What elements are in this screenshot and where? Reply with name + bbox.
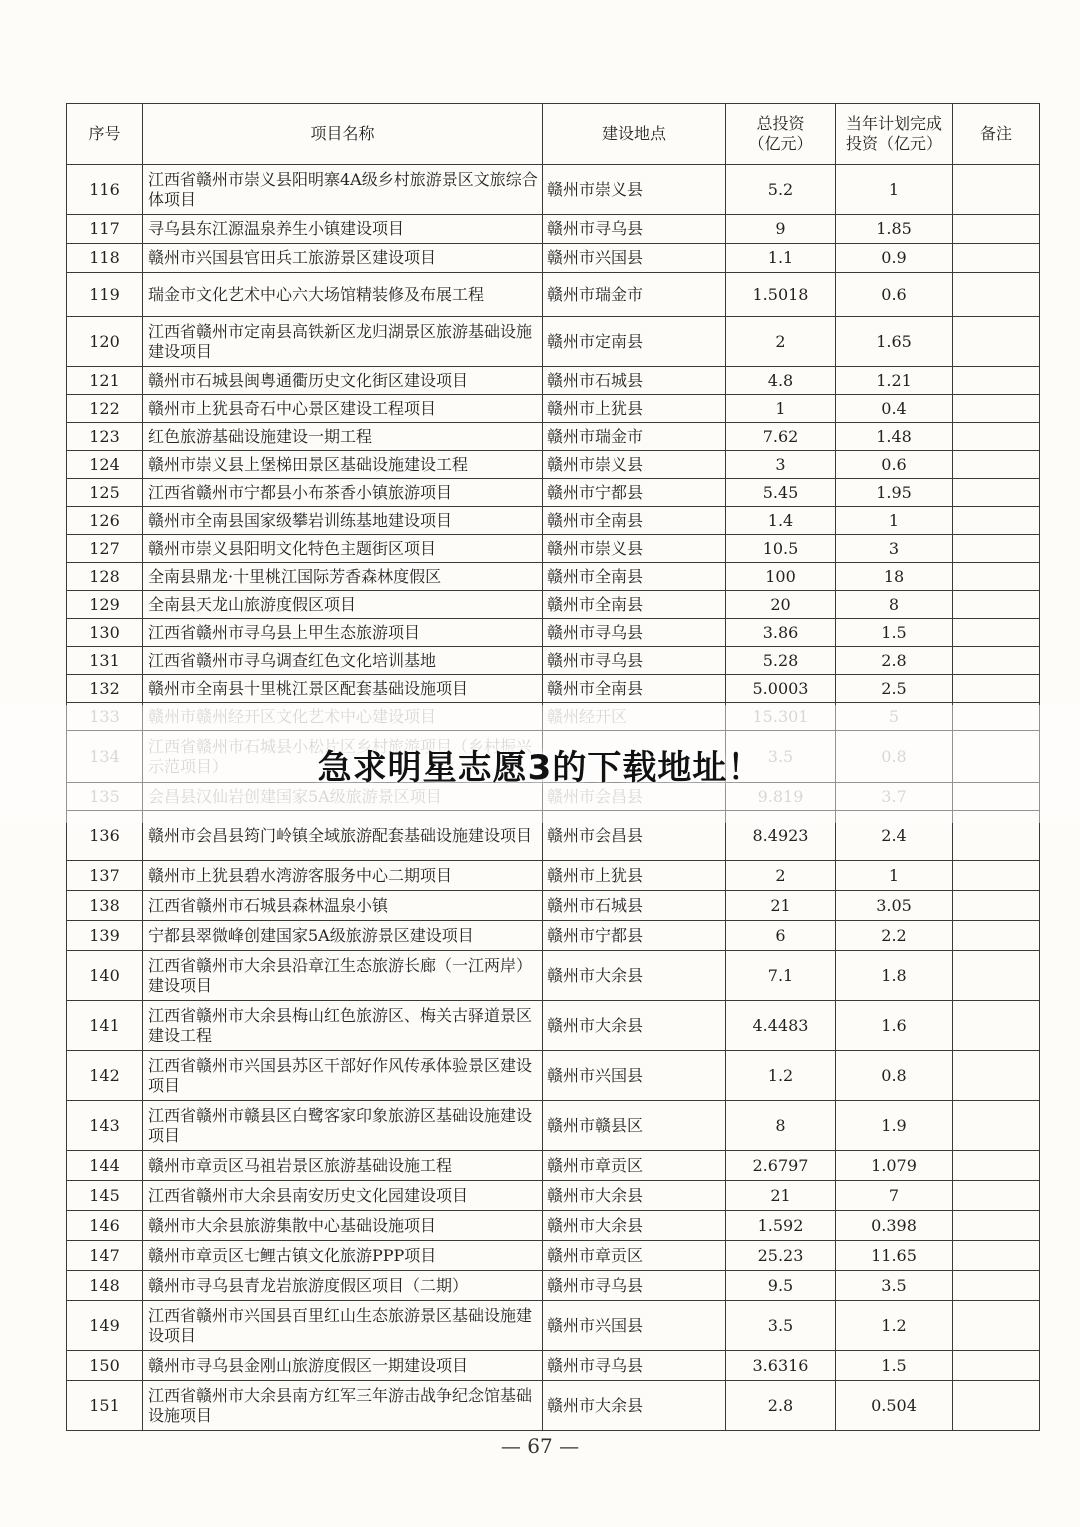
cell-plan-investment: 1 [836,861,953,891]
table-row [67,1051,1040,1101]
cell-location: 赣州市全南县 [543,507,726,535]
cell-location: 赣州市石城县 [543,891,726,921]
cell-plan-investment: 1.6 [836,1001,953,1051]
cell-no: 121 [67,367,143,395]
cell-total-investment: 5.2 [726,165,836,215]
cell-name: 赣州市全南县十里桃江景区配套基础设施项目 [143,675,543,703]
cell-plan-investment: 0.6 [836,273,953,317]
cell-name: 赣州市崇义县上堡梯田景区基础设施建设工程 [143,451,543,479]
cell-location: 赣州市宁都县 [543,479,726,507]
cell-total-investment: 7.62 [726,423,836,451]
cell-name: 会昌县汉仙岩创建国家5A级旅游景区项目 [143,783,543,811]
table-row [67,1151,1040,1181]
cell-name: 江西省赣州市大余县南安历史文化园建设项目 [143,1181,543,1211]
cell-remark [953,215,1040,244]
cell-remark [953,619,1040,647]
cell-name: 赣州市章贡区马祖岩景区旅游基础设施工程 [143,1151,543,1181]
cell-plan-investment: 1.5 [836,619,953,647]
cell-no: 124 [67,451,143,479]
cell-location: 赣州市瑞金市 [543,273,726,317]
table-row [67,951,1040,1001]
table-row [67,1351,1040,1381]
cell-remark [953,1181,1040,1211]
table-row [67,215,1040,244]
cell-remark [953,395,1040,423]
cell-name: 江西省赣州市大余县南方红军三年游击战争纪念馆基础设施项目 [143,1381,543,1431]
table-row [67,1101,1040,1151]
cell-no: 118 [67,244,143,273]
cell-no: 122 [67,395,143,423]
cell-plan-investment: 1.9 [836,1101,953,1151]
cell-total-investment: 100 [726,563,836,591]
cell-total-investment: 8.4923 [726,811,836,861]
cell-total-investment: 7.1 [726,951,836,1001]
cell-name: 江西省赣州市寻乌调查红色文化培训基地 [143,647,543,675]
cell-total-investment: 5.45 [726,479,836,507]
cell-total-investment: 4.4483 [726,1001,836,1051]
cell-total-investment: 25.23 [726,1241,836,1271]
cell-no: 148 [67,1271,143,1301]
table-row [67,1381,1040,1431]
cell-plan-investment: 1.48 [836,423,953,451]
cell-remark [953,165,1040,215]
cell-no: 151 [67,1381,143,1431]
cell-total-investment: 1.592 [726,1211,836,1241]
cell-plan-investment: 1 [836,507,953,535]
cell-location: 赣州市兴国县 [543,1301,726,1351]
cell-remark [953,535,1040,563]
cell-location: 赣州市章贡区 [543,1241,726,1271]
table-row [67,395,1040,423]
cell-plan-investment: 0.8 [836,1051,953,1101]
cell-no: 142 [67,1051,143,1101]
header-location: 建设地点 [543,104,726,165]
header-plan-investment [836,104,953,165]
cell-plan-investment: 0.8 [836,731,953,783]
cell-total-investment: 21 [726,1181,836,1211]
cell-no: 126 [67,507,143,535]
cell-total-investment: 1.1 [726,244,836,273]
cell-location: 赣州市会昌县 [543,811,726,861]
cell-location: 赣州市石城县 [543,367,726,395]
cell-no: 134 [67,731,143,783]
cell-name: 江西省赣州市宁都县小布茶香小镇旅游项目 [143,479,543,507]
table-row [67,1181,1040,1211]
cell-no: 116 [67,165,143,215]
cell-remark [953,591,1040,619]
cell-name: 赣州市石城县闽粤通衢历史文化街区建设项目 [143,367,543,395]
table-row [67,861,1040,891]
cell-remark [953,1151,1040,1181]
cell-remark [953,1051,1040,1101]
cell-location: 赣州市崇义县 [543,535,726,563]
table-row [67,591,1040,619]
cell-location: 赣州市定南县 [543,317,726,367]
cell-name: 江西省赣州市大余县梅山红色旅游区、梅关古驿道景区建设工程 [143,1001,543,1051]
cell-location: 赣州市章贡区 [543,1151,726,1181]
cell-location: 赣州市会昌县 [543,783,726,811]
cell-plan-investment: 1.079 [836,1151,953,1181]
cell-plan-investment: 0.398 [836,1211,953,1241]
cell-total-investment: 5.28 [726,647,836,675]
cell-total-investment: 15.301 [726,703,836,731]
cell-remark [953,507,1040,535]
cell-name: 瑞金市文化艺术中心六大场馆精装修及布展工程 [143,273,543,317]
cell-no: 140 [67,951,143,1001]
cell-total-investment: 21 [726,891,836,921]
table-row [67,563,1040,591]
table-row [67,479,1040,507]
cell-plan-investment: 2.5 [836,675,953,703]
cell-name: 赣州市寻乌县青龙岩旅游度假区项目（二期） [143,1271,543,1301]
cell-plan-investment: 3.7 [836,783,953,811]
cell-location: 赣州市寻乌县 [543,647,726,675]
cell-name: 红色旅游基础设施建设一期工程 [143,423,543,451]
table-row [67,619,1040,647]
cell-location: 赣州市大余县 [543,951,726,1001]
cell-plan-investment: 0.9 [836,244,953,273]
cell-name: 江西省赣州市赣县区白鹭客家印象旅游区基础设施建设项目 [143,1101,543,1151]
cell-no: 136 [67,811,143,861]
cell-total-investment: 3.5 [726,731,836,783]
cell-total-investment: 4.8 [726,367,836,395]
cell-remark [953,921,1040,951]
cell-no: 132 [67,675,143,703]
table-row [67,1001,1040,1051]
cell-remark [953,1301,1040,1351]
cell-remark [953,451,1040,479]
cell-plan-investment: 11.65 [836,1241,953,1271]
cell-plan-investment: 2.8 [836,647,953,675]
cell-plan-investment: 5 [836,703,953,731]
header-name: 项目名称 [143,104,543,165]
table-row [67,1241,1040,1271]
cell-location: 赣州市寻乌县 [543,1351,726,1381]
cell-location: 赣州市大余县 [543,1181,726,1211]
cell-name: 赣州市兴国县官田兵工旅游景区建设项目 [143,244,543,273]
cell-plan-investment: 3 [836,535,953,563]
cell-remark [953,1001,1040,1051]
table-row [67,891,1040,921]
cell-total-investment: 1.2 [726,1051,836,1101]
table-header-row [67,104,1040,165]
cell-name: 江西省赣州市石城县森林温泉小镇 [143,891,543,921]
cell-location: 赣州市寻乌县 [543,1271,726,1301]
cell-total-investment: 3.6316 [726,1351,836,1381]
table-row [67,921,1040,951]
cell-location: 赣州市上犹县 [543,395,726,423]
cell-location: 赣州市寻乌县 [543,619,726,647]
header-no: 序号 [67,104,143,165]
cell-no: 117 [67,215,143,244]
cell-plan-investment: 1.8 [836,951,953,1001]
cell-no: 135 [67,783,143,811]
page-number: — 67 — [500,1434,580,1458]
cell-name: 江西省赣州市兴国县百里红山生态旅游景区基础设施建设项目 [143,1301,543,1351]
table-row [67,507,1040,535]
cell-name: 江西省赣州市石城县小松片区乡村旅游项目（乡村振兴示范项目） [143,731,543,783]
cell-plan-investment: 0.6 [836,451,953,479]
cell-total-investment: 8 [726,1101,836,1151]
cell-remark [953,479,1040,507]
cell-location: 赣州市上犹县 [543,861,726,891]
cell-remark [953,675,1040,703]
header-total-investment [726,104,836,165]
cell-remark [953,423,1040,451]
cell-name: 赣州市上犹县奇石中心景区建设工程项目 [143,395,543,423]
cell-total-investment: 2.6797 [726,1151,836,1181]
cell-location: 赣州市崇义县 [543,451,726,479]
cell-total-investment: 20 [726,591,836,619]
cell-name: 江西省赣州市定南县高铁新区龙归湖景区旅游基础设施建设项目 [143,317,543,367]
table-row [67,367,1040,395]
cell-plan-investment: 3.05 [836,891,953,921]
cell-no: 141 [67,1001,143,1051]
table-row [67,647,1040,675]
cell-plan-investment: 0.504 [836,1381,953,1431]
cell-no: 139 [67,921,143,951]
cell-location: 赣州市宁都县 [543,921,726,951]
header-total-line1: 总投资 [756,114,805,133]
cell-plan-investment: 1.95 [836,479,953,507]
table-row [67,317,1040,367]
cell-total-investment: 9.819 [726,783,836,811]
cell-plan-investment: 18 [836,563,953,591]
cell-name: 寻乌县东江源温泉养生小镇建设项目 [143,215,543,244]
cell-remark [953,317,1040,367]
table-row [67,423,1040,451]
table-row [67,535,1040,563]
cell-total-investment: 1.4 [726,507,836,535]
cell-no: 144 [67,1151,143,1181]
cell-location: 赣州市赣县区 [543,1101,726,1151]
cell-name: 赣州市上犹县碧水湾游客服务中心二期项目 [143,861,543,891]
cell-location: 赣州市兴国县 [543,1051,726,1101]
cell-name: 全南县天龙山旅游度假区项目 [143,591,543,619]
cell-no: 128 [67,563,143,591]
cell-remark [953,1101,1040,1151]
cell-plan-investment: 2.2 [836,921,953,951]
cell-remark [953,563,1040,591]
cell-no: 123 [67,423,143,451]
cell-total-investment: 9 [726,215,836,244]
cell-no: 127 [67,535,143,563]
cell-plan-investment: 1.65 [836,317,953,367]
cell-location: 赣州市崇义县 [543,165,726,215]
header-total-line2: （亿元） [748,134,813,153]
cell-plan-investment: 1.2 [836,1301,953,1351]
cell-name: 江西省赣州市寻乌县上甲生态旅游项目 [143,619,543,647]
cell-remark [953,891,1040,921]
cell-no: 145 [67,1181,143,1211]
cell-name: 赣州市赣州经开区文化艺术中心建设项目 [143,703,543,731]
cell-name: 赣州市大余县旅游集散中心基础设施项目 [143,1211,543,1241]
cell-plan-investment: 2.4 [836,811,953,861]
cell-remark [953,1241,1040,1271]
cell-plan-investment: 1.5 [836,1351,953,1381]
table-row [67,273,1040,317]
cell-name: 赣州市章贡区七鲤古镇文化旅游PPP项目 [143,1241,543,1271]
cell-name: 赣州市会昌县筠门岭镇全域旅游配套基础设施建设项目 [143,811,543,861]
cell-remark [953,861,1040,891]
table-row [67,244,1040,273]
cell-remark [953,1381,1040,1431]
cell-total-investment: 1.5018 [726,273,836,317]
cell-total-investment: 6 [726,921,836,951]
cell-remark [953,244,1040,273]
cell-remark [953,367,1040,395]
cell-plan-investment: 8 [836,591,953,619]
cell-no: 147 [67,1241,143,1271]
header-plan-line2: 投资（亿元） [845,134,942,153]
cell-no: 146 [67,1211,143,1241]
header-remark: 备注 [953,104,1040,165]
cell-no: 133 [67,703,143,731]
table-row [67,1301,1040,1351]
cell-total-investment: 2 [726,861,836,891]
cell-no: 149 [67,1301,143,1351]
cell-location: 赣州市全南县 [543,563,726,591]
cell-total-investment: 5.0003 [726,675,836,703]
cell-no: 129 [67,591,143,619]
cell-total-investment: 9.5 [726,1271,836,1301]
cell-location: 赣州经开区 [543,703,726,731]
cell-location: 赣州市全南县 [543,591,726,619]
cell-remark [953,1271,1040,1301]
cell-total-investment: 3 [726,451,836,479]
cell-no: 131 [67,647,143,675]
table-row [67,675,1040,703]
cell-total-investment: 2.8 [726,1381,836,1431]
cell-remark [953,1351,1040,1381]
cell-no: 125 [67,479,143,507]
cell-name: 江西省赣州市兴国县苏区干部好作风传承体验景区建设项目 [143,1051,543,1101]
cell-location: 赣州市大余县 [543,1211,726,1241]
cell-name: 赣州市全南县国家级攀岩训练基地建设项目 [143,507,543,535]
cell-location: 赣州市大余县 [543,1001,726,1051]
cell-no: 138 [67,891,143,921]
cell-name: 宁都县翠微峰创建国家5A级旅游景区建设项目 [143,921,543,951]
cell-no: 130 [67,619,143,647]
cell-total-investment: 3.86 [726,619,836,647]
cell-no: 137 [67,861,143,891]
cell-location: 赣州市寻乌县 [543,215,726,244]
cell-remark [953,273,1040,317]
cell-location: 赣州市大余县 [543,1381,726,1431]
cell-plan-investment: 1.85 [836,215,953,244]
cell-plan-investment: 7 [836,1181,953,1211]
cell-total-investment: 2 [726,317,836,367]
table-row [67,1211,1040,1241]
cell-location: 赣州市瑞金市 [543,423,726,451]
cell-remark [953,951,1040,1001]
cell-name: 赣州市寻乌县金刚山旅游度假区一期建设项目 [143,1351,543,1381]
cell-no: 143 [67,1101,143,1151]
cell-no: 119 [67,273,143,317]
header-plan-line1: 当年计划完成 [845,114,942,133]
cell-name: 江西省赣州市大余县沿章江生态旅游长廊（一江两岸）建设项目 [143,951,543,1001]
cell-plan-investment: 0.4 [836,395,953,423]
cell-name: 赣州市崇义县阳明文化特色主题街区项目 [143,535,543,563]
cell-total-investment: 10.5 [726,535,836,563]
table-row [67,165,1040,215]
cell-no: 120 [67,317,143,367]
table-row [67,1271,1040,1301]
table-row [67,451,1040,479]
cell-location: 赣州市兴国县 [543,244,726,273]
cell-plan-investment: 1 [836,165,953,215]
cell-no: 150 [67,1351,143,1381]
cell-plan-investment: 1.21 [836,367,953,395]
watermark-text: 急求明星志愿3的下载地址！ [317,748,763,788]
cell-location: 赣州市全南县 [543,675,726,703]
cell-remark [953,647,1040,675]
cell-name: 全南县鼎龙·十里桃江国际芳香森林度假区 [143,563,543,591]
cell-plan-investment: 3.5 [836,1271,953,1301]
cell-name: 江西省赣州市崇义县阳明寨4A级乡村旅游景区文旅综合体项目 [143,165,543,215]
cell-total-investment: 3.5 [726,1301,836,1351]
cell-remark [953,1211,1040,1241]
cell-total-investment: 1 [726,395,836,423]
